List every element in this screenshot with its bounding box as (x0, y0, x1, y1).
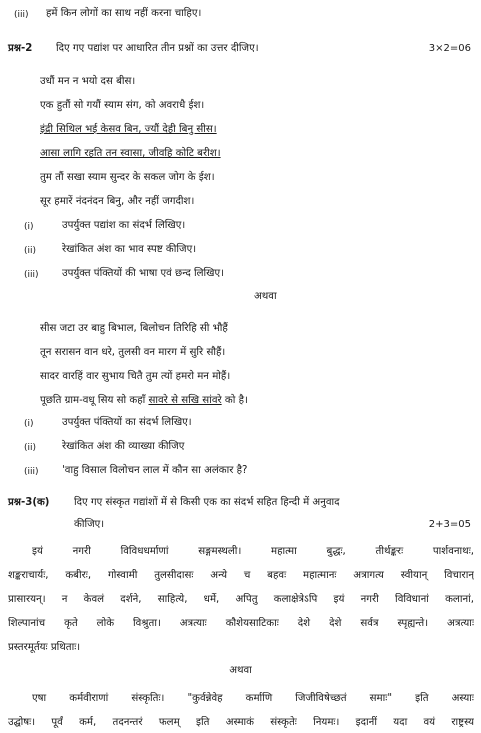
verse-text: को है। (221, 395, 248, 406)
sub-question-number: (iii) (24, 467, 39, 477)
or-separator: अथवा (229, 665, 252, 676)
question-label: प्रश्न-2 (8, 43, 33, 54)
sub-question-text: उपर्युक्त पद्यांश का संदर्भ लिखिए। (62, 220, 186, 231)
sub-question-text: रेखांकित अंश की व्याख्या कीजिए (62, 441, 185, 452)
verse-line-underlined: इंद्री सिथिल भई केसव बिन, ज्यौं देही बिनु सीस। (40, 124, 217, 135)
paragraph-line: एषा कर्मवीराणां संस्कृतिः। "कुर्वन्नेवेह कर्माणि जिजीविषेच्छतं समाः" इति अस्याः (32, 693, 474, 704)
paragraph-line: इयं नगरी विविधधर्माणां सङ्गमस्थली। महात्मा बुद्धः, तीर्थङ्करः पार्शवनाथः, (32, 546, 474, 557)
sub-question-text: उपर्युक्त पंक्तियों का संदर्भ लिखिए। (62, 417, 192, 428)
paragraph-line: शिल्पानांच कृते लोके विश्रुता। अत्रत्याः कौशेयसाटिकाः देशे देशे सर्वत्र स्पृह्यन्ते। अत्रत्याः (8, 618, 474, 629)
verse-line: सादर वारहिं वार सुभाय चितै तुम त्यों हमरो मन मोहैं। (40, 371, 231, 382)
verse-line: तुम तौं सखा स्याम सुन्दर के सकल जोग के ईश। (40, 172, 215, 183)
verse-line-underlined: आसा लागि रहति तन स्वासा, जीवहि कोटि बरीश। (40, 148, 221, 159)
verse-line: तून सरासन वान धरे, तुलसी वन मारग में सुरि सौहैं। (40, 347, 226, 358)
sub-question-text: रेखांकित अंश का भाव स्पष्ट कीजिए। (62, 244, 197, 255)
question-number: (iii) (14, 10, 29, 20)
sub-question-number: (i) (24, 419, 34, 429)
question-instruction: कीजिए। (74, 519, 105, 530)
question-text: हमें किन लोगों का साथ नहीं करना चाहिए। (46, 8, 202, 19)
paragraph-line: शङ्कराचार्यः, कबीरः, गोस्वामी तुलसीदासः अन्ये च बहवः महात्मानः अत्रागत्य स्वीयान् विचारान् (8, 570, 474, 581)
sub-question-text: उपर्युक्त पंक्तियों की भाषा एवं छन्द लिखिए। (62, 268, 225, 279)
sub-question-number: (ii) (24, 246, 37, 256)
marks: 2+3=05 (428, 519, 471, 530)
underlined-phrase: सावरे से सखि सांवरे (148, 395, 222, 406)
paragraph-line: प्रासारयन्। न केवलं दर्शने, साहित्ये, धर्मे, अपितु कलाक्षेत्रेऽपि इयं नगरी विविधानां कलानां, (8, 594, 474, 605)
paragraph-line: प्रस्तरमूर्तयः प्रथिताः। (8, 642, 81, 653)
sub-question-text: 'वाहु विसाल विलोचन लाल में कौन सा अलंकार है? (62, 465, 248, 476)
verse-line: सूर हमारें नंदनंदन बिनु, और नहीं जगदीश। (40, 196, 195, 207)
verse-line: उधौं मन न भयो दस बीस। (40, 76, 136, 87)
verse-text: पूछति ग्राम-वधू सिय सो कहाँ (40, 395, 149, 406)
sub-question-number: (i) (24, 222, 34, 232)
verse-line (40, 394, 248, 408)
question-instruction: दिए गए संस्कृत गद्यांशों में से किसी एक का संदर्भ सहित हिन्दी में अनुवाद (74, 497, 340, 508)
or-separator: अथवा (254, 291, 277, 302)
verse-line: सीस जटा उर बाहु बिभाल, बिलोचन तिरिहि सी भौहैं (40, 323, 228, 334)
sub-question-number: (iii) (24, 270, 39, 280)
verse-line: एक हुतौं सो गयौं स्याम संग, को अवराधै ईश। (40, 100, 205, 111)
question-instruction: दिए गए पद्यांश पर आधारित तीन प्रश्नों का उत्तर दीजिए। (56, 43, 259, 54)
marks: 3×2=06 (428, 43, 471, 54)
paragraph-line: उद्घोषः। पूर्वं कर्म, तदनन्तरं फलम् इति अस्माकं संस्कृतेः नियमः। इदानीं यदा वयं राष्ट्रस्य (8, 717, 474, 728)
sub-question-number: (ii) (24, 443, 37, 453)
question-label: प्रश्न-3(क) (8, 497, 50, 508)
